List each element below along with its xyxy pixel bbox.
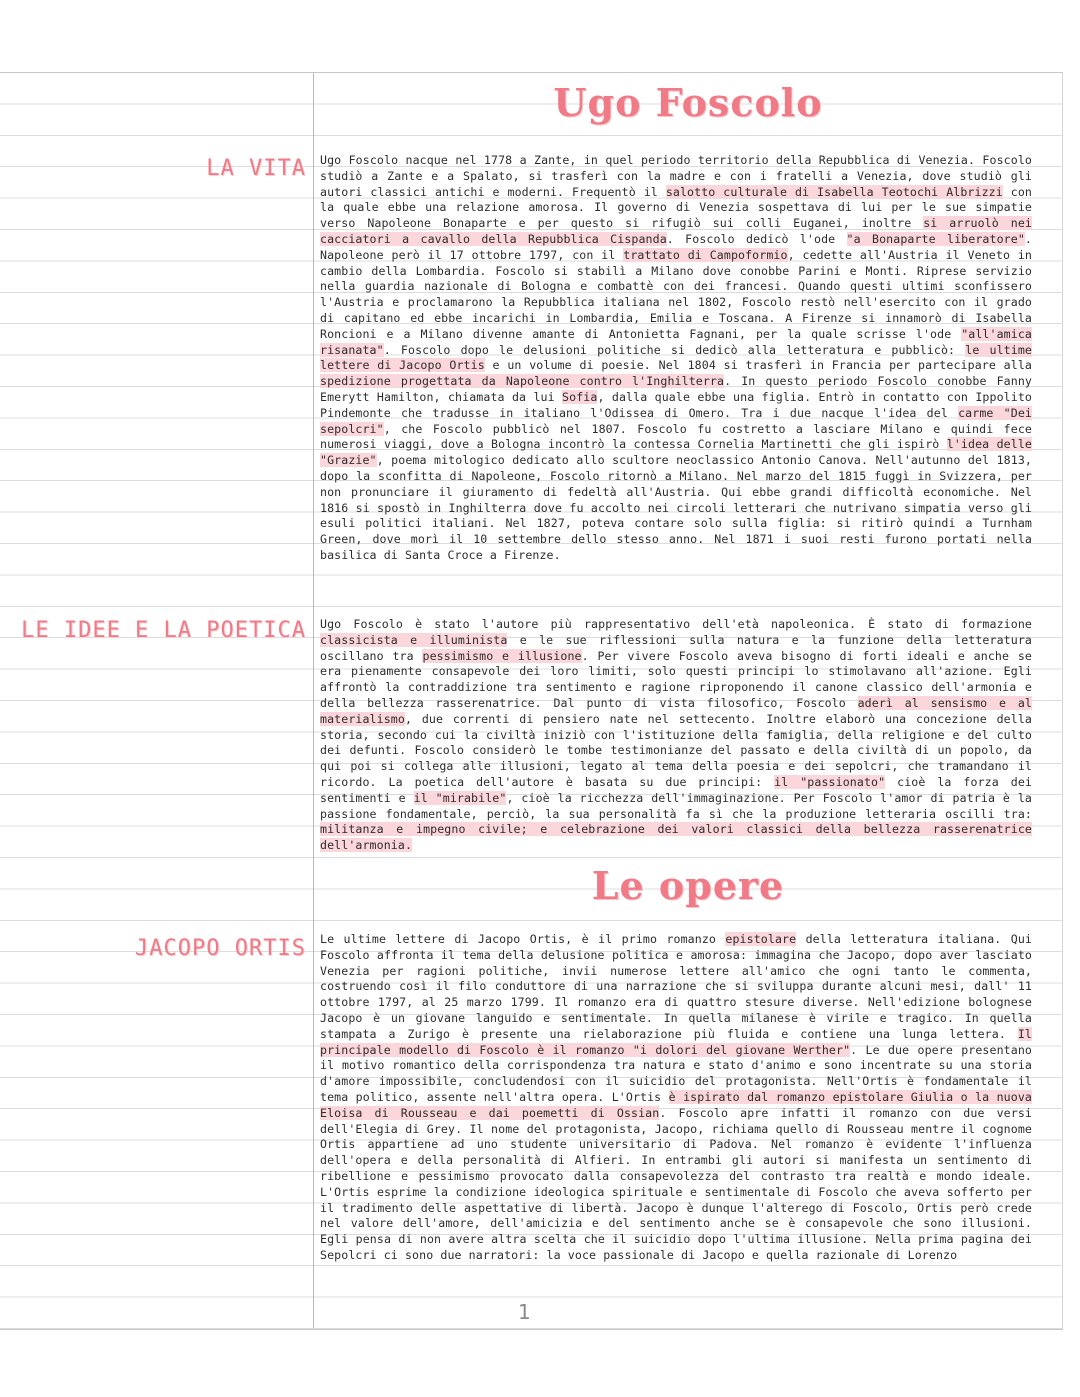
highlighted-text: spedizione progettata da Napoleone contro l'Inghilterra xyxy=(320,374,725,389)
section-label-ortis: JACOPO ORTIS xyxy=(135,936,306,961)
text-run: . Foscolo apre infatti il romanzo con due versi dell'Elegia di Grey. Il nome del protagonista, Jacopo, richiama quello di Rousseau mentre il cognome Ortis appartiene ad uno studente universitario di Padova. Nel romanzo è evidente l'influenza dell'opera e della personalità di Alfieri. In entrambi gli autori si manifesta un sentimento di ribellione e pessimismo provocato dalla consapevolezza del contrasto tra realtà e mondo ideale. L'Ortis esprime la condizione ideologica spirituale e sentimentale di Foscolo che aveva sofferto per il tradimento delle aspettative di libertà. Jacopo è dunque l'alterego di Foscolo, Ortis però crede nel valore dell'amore, dell'amicizia e del sentimento anche se è consapevole che sono illusioni. Egli pensa di non avere altra scelta che il suicidio dopo l'ultima illusione. Nella prima pagina dei Sepolcri ci sono due narratori: la voce passionale di Jacopo e quella razionale di Lorenzo xyxy=(320,1105,1032,1262)
highlighted-text: le ultime lettere di Jacopo Ortis xyxy=(320,342,1032,373)
margin-line xyxy=(313,72,314,1328)
highlighted-text: epistolare xyxy=(725,932,797,946)
text-run: e un volume di poesie. Nel 1804 si trasferì in Francia per partecipare alla xyxy=(484,358,1032,373)
text-run: . Foscolo dopo le delusioni politiche si dedicò alla letteratura e pubblicò: xyxy=(383,342,966,357)
highlighted-text: salotto culturale di Isabella Teotochi Albrizzi xyxy=(665,184,1003,199)
text-run: cioè la forza dei sentimenti e xyxy=(320,774,1032,805)
text-run: . In questo periodo Foscolo conobbe Fanny Emerytt Hamilton, chiamata da lui xyxy=(320,374,1032,404)
text-run: , dalla quale ebbe una figlia. Entrò in contatto con Ippolito Pindemonte che tradusse in italiano l'Odissea di Omero. Tra i due nacque l'idea del xyxy=(320,389,1032,420)
text-run: e le sue riflessioni sulla natura e la funzione della letteratura oscillano tra xyxy=(320,632,1032,663)
section-label-vita: LA VITA xyxy=(206,156,306,181)
section-text-idee xyxy=(320,617,1032,854)
text-run: . Foscolo dedicò l'ode xyxy=(666,231,847,246)
highlighted-text: è ispirato dal romanzo epistolare Giulia o la nuova Eloisa di Rousseau e dai poemetti di Ossian xyxy=(320,1089,1032,1120)
section-text-ortis xyxy=(320,932,1032,1264)
text-run: . Le due opere presentano il motivo romantico della corrispondenza tra natura e stato d'animo e sono incentrate su una storia d'amore impossibile, concludendosi con il suicidio del protagonista. Nell'Ortis è fondamentale il tema politico, assente nell'altra opera. L'Ortis xyxy=(320,1042,1032,1104)
highlighted-text: aderì al sensismo e al materialismo xyxy=(320,695,1032,726)
text-run: Ugo Foscolo è stato l'autore più rappresentativo dell'età napoleonica. È stato di formazione xyxy=(320,617,1032,631)
page-number: 1 xyxy=(518,1300,531,1324)
section-text-vita xyxy=(320,153,1032,564)
text-run: Ugo Foscolo nacque nel 1778 a Zante, in quel periodo territorio della Repubblica di Venezia. Foscolo studiò a Zante e a Spalato, si trasferì con la madre e con i fratelli a Venezia, dove studiò gli autori classici antichi e moderni. Frequentò il xyxy=(320,153,1032,199)
highlighted-text: il "passionato" xyxy=(774,774,886,789)
text-run: , due correnti di pensiero nate nel settecento. Inoltre elaborò una concezione della storia, secondo cui la civiltà iniziò con l'istituzione della famiglia, della religione e del culto dei defunti. Foscolo considerò le tombe testimonianze del passato e della civiltà di un popolo, da qui poi si collega alle illusioni, legato al tema della poesia e dei sepolcri, che tramandano il ricordo. La poetica dell'autore è basata su due principi: xyxy=(320,711,1032,789)
text-run: della letteratura italiana. Qui Foscolo affronta il tema della delusione politica e amorosa: immagina che Jacopo, dopo aver lasciato Venezia per ragioni politiche, invii numerose lettere all'amico che ogni tanto le commenta, costruendo così il filo conduttore di una narrazione che si sviluppa durante alcuni mesi, dall' 11 ottobre 1797, al 25 marzo 1799. Il romanzo era di quattro stesure diverse. Nell'edizione bolognese Jacopo è un giovane languido e sentimentale. In quella milanese è virile e tragico. In quella stampata a Zurigo è presente una rielaborazione più fluida e contiene una lunga lettera. xyxy=(320,932,1032,1041)
text-run: Le ultime lettere di Jacopo Ortis, è il primo romanzo xyxy=(320,932,726,946)
section-label-idee: LE IDEE E LA POETICA xyxy=(21,618,306,643)
highlighted-text: Sofia xyxy=(562,389,598,404)
text-run: , cedette all'Austria il Veneto in cambio della Lombardia. Foscolo si stabilì a Milano dove conobbe Parini e Monti. Riprese servizio nella guardia nazionale di Bologna e combattè con dei francesi. Quando questi ultimi sconfissero l'Austria e proclamarono la Repubblica italiana nel 1802, Foscolo restò nell'esercito con il grado di capitano ed ebbe incarichi in Lombardia, Emilia e Toscana. A Firenze si innamorò di Isabella Roncioni e a Milano divenne amante di Antonietta Fagnani, per la quale scrisse l'ode xyxy=(320,247,1032,341)
highlighted-text: il "mirabile" xyxy=(413,790,507,805)
text-run: . Per vivere Foscolo aveva bisogno di forti ideali e anche se era pienamente consapevole dei loro limiti, solo questi principi lo stimolavano all'azione. Egli affrontò la contraddizione tra sentimento e ragione riproponendo il canone classico dell'armonia e della bellezza rasserenatrice. Dal punto di vista filosofico, Foscolo xyxy=(320,648,1032,710)
highlighted-text: militanza e impegno civile; e celebrazione dei valori classici della bellezza rasserenatrice dell'armonia. xyxy=(320,822,1032,853)
highlighted-text: si arruolò nei cacciatori a cavallo della Repubblica Cispanda xyxy=(320,216,1032,246)
highlighted-text: l'idea delle "Grazie" xyxy=(320,437,1032,468)
text-run: , poema mitologico dedicato allo scultore neoclassico Antonio Canova. Nell'autunno del 1813, dopo la sconfitta di Napoleone, Foscolo ritornò a Milano. Nel marzo del 1815 fuggì in Svizzera, per non pronunciare il giuramento di fedeltà all'Austria. Qui ebbe grandi difficoltà economiche. Nel 1816 si spostò in Inghilterra dove fu accolto nei circoli letterari che nutrivano simpatia verso gli esuli politici italiani. Nel 1827, poteva contare solo sulla figlia: si ritirò quindi a Turnham Green, dove morì il 10 settembre dello stesso anno. Nel 1871 i suoi resti furono portati nella basilica di Santa Croce a Firenze. xyxy=(320,453,1032,562)
highlighted-text: carme "Dei sepolcri" xyxy=(320,405,1032,436)
highlighted-text: classicista e illuminista xyxy=(320,632,508,647)
highlighted-text: pessimismo e illusione xyxy=(422,648,582,663)
highlighted-text: Il principale modello di Foscolo è il romanzo "i dolori del giovane Werther" xyxy=(320,1026,1032,1057)
text-run: . Napoleone però il 17 ottobre 1797, con il xyxy=(320,231,1032,262)
highlighted-text: "all'amica risanata" xyxy=(320,326,1032,357)
highlighted-text: trattato di Campoformio xyxy=(623,247,788,262)
page-title: Ugo Foscolo xyxy=(553,80,823,125)
text-run: con la quale ebbe una relazione amorosa. Il governo di Venezia sospettava di lui per le sue simpatie verso Napoleone Bonaparte e per questo si rifugiò sui colli Euganei, inoltre xyxy=(320,184,1032,231)
text-run: , che Foscolo pubblicò nel 1807. Foscolo fu costretto a lasciare Milano e quindi fece numerosi viaggi, dove a Bologna incontrò la contessa Cornelia Martinetti che gli ispirò xyxy=(320,421,1032,452)
section-title-opere: Le opere xyxy=(591,863,785,908)
text-run: , cioè la ricchezza dell'immaginazione. Per Foscolo l'amor di patria è la passione fondamentale, perciò, la sua personalità fa sì che la produzione letteraria oscilli tra: xyxy=(320,790,1033,821)
highlighted-text: "a Bonaparte liberatore" xyxy=(846,231,1025,246)
